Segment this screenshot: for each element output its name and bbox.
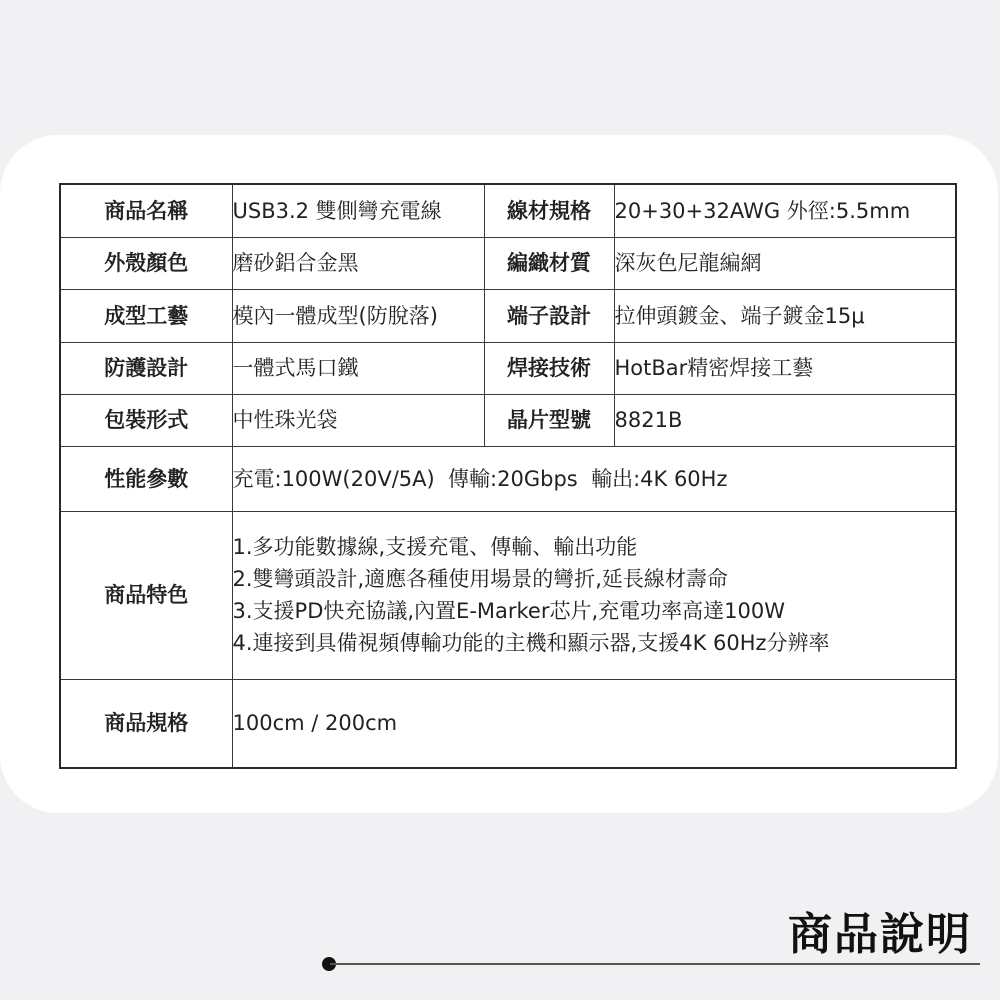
table-row (60, 679, 956, 768)
value-braid-material: 深灰色尼龍編網 (614, 237, 956, 289)
table-row (60, 446, 956, 511)
label-features: 商品特色 (60, 511, 232, 679)
table-row (60, 394, 956, 446)
value-chip-model: 8821B (614, 394, 956, 446)
label-molding-process: 成型工藝 (60, 289, 232, 342)
label-chip-model: 晶片型號 (484, 394, 614, 446)
label-braid-material: 編織材質 (484, 237, 614, 289)
feature-item: 2.雙彎頭設計,適應各種使用場景的彎折,延長線材壽命 (232, 567, 728, 591)
label-packaging: 包裝形式 (60, 394, 232, 446)
table-row (60, 184, 956, 237)
value-welding-tech: HotBar精密焊接工藝 (614, 342, 956, 394)
value-packaging: 中性珠光袋 (232, 394, 484, 446)
feature-item: 4.連接到具備視頻傳輸功能的主機和顯示器,支援4K 60Hz分辨率 (232, 631, 830, 655)
label-wire-spec: 線材規格 (484, 184, 614, 237)
table-row (60, 237, 956, 289)
feature-item: 3.支援PD快充協議,內置E-Marker芯片,充電功率高達100W (232, 599, 785, 623)
value-spec: 100cm / 200cm (232, 679, 956, 768)
label-protection-design: 防護設計 (60, 342, 232, 394)
label-shell-color: 外殼顏色 (60, 237, 232, 289)
label-terminal-design: 端子設計 (484, 289, 614, 342)
table-row (60, 342, 956, 394)
value-molding-process: 模內一體成型(防脫落) (232, 289, 484, 342)
spec-table (59, 183, 957, 769)
value-performance: 充電:100W(20V/5A) 傳輸:20Gbps 輸出:4K 60Hz (232, 446, 956, 511)
value-features (232, 511, 956, 679)
label-spec: 商品規格 (60, 679, 232, 768)
value-wire-spec: 20+30+32AWG 外徑:5.5mm (614, 184, 956, 237)
value-shell-color: 磨砂鋁合金黑 (232, 237, 484, 289)
value-terminal-design: 拉伸頭鍍金、端子鍍金15μ (614, 289, 956, 342)
label-performance: 性能參數 (60, 446, 232, 511)
feature-item: 1.多功能數據線,支援充電、傳輸、輸出功能 (232, 535, 638, 559)
decorative-line (330, 963, 980, 965)
label-welding-tech: 焊接技術 (484, 342, 614, 394)
value-product-name: USB3.2 雙側彎充電線 (232, 184, 484, 237)
value-protection-design: 一體式馬口鐵 (232, 342, 484, 394)
table-row (60, 289, 956, 342)
section-title: 商品說明 (788, 909, 972, 960)
label-product-name: 商品名稱 (60, 184, 232, 237)
table-row (60, 511, 956, 679)
